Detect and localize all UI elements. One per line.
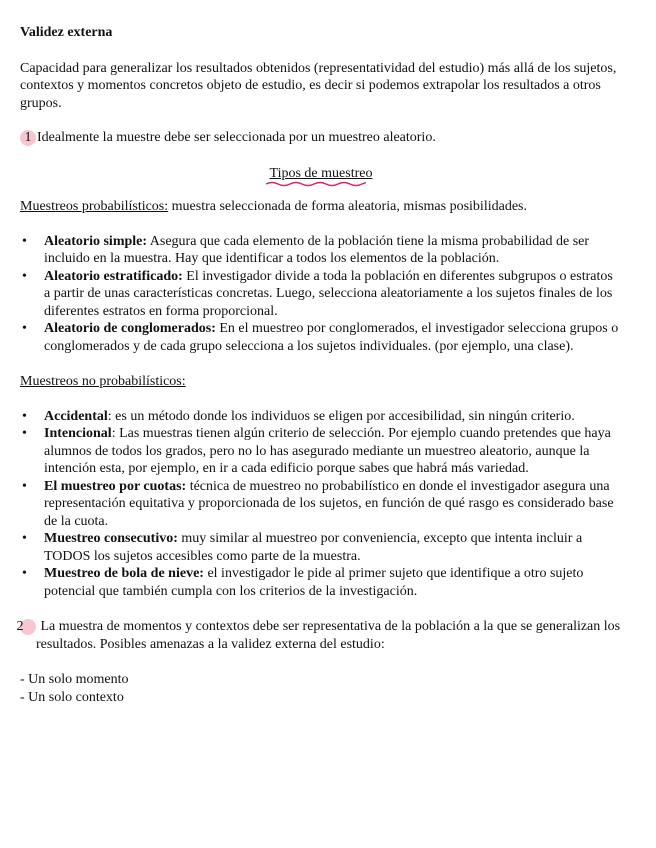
list-item-term: Aleatorio simple: bbox=[44, 233, 148, 249]
document-title: Validez externa bbox=[20, 25, 113, 40]
section-title bbox=[20, 165, 622, 183]
list-item-text: : Las muestras tienen algún criterio de selección. Por ejemplo cuando pretendes que haya alumnos de todos los grados, pero no lo has asegurado mediante un muestreo aleatorio, aunque la intención esta, por ejemplo, en ir a cada edificio porque sabes que habrá más variedad. bbox=[44, 426, 611, 476]
list-item-text: muy similar al muestreo por conveniencia, excepto que intenta incluir a TODOS los sujetos accesibles como parte de la muestra. bbox=[44, 531, 583, 564]
list-item bbox=[44, 530, 622, 565]
list-item-text: : es un método donde los individuos se eligen por accesibilidad, sin ningún criterio. bbox=[107, 408, 575, 424]
intro-paragraph: Capacidad para generalizar los resultados obtenidos (representatividad del estudio) más allá de los sujetos, contextos y momentos concretos objeto de estudio, es decir si podemos extrapolar los resultados a otros grupos. bbox=[20, 60, 617, 111]
point-1-number: 1 bbox=[20, 130, 36, 146]
non-probabilistic-list bbox=[20, 408, 622, 601]
point-2-text: La muestra de momentos y contextos debe ser representativa de la población a la que se generalizan los resultados. Posibles amenazas a la validez externa del estudio: bbox=[36, 619, 621, 652]
types-title: Tipos de muestreo bbox=[269, 165, 373, 181]
point-2-number: 2 bbox=[20, 619, 36, 635]
squiggle-underline bbox=[266, 181, 366, 187]
list-item-term: Muestreo de bola de nieve: bbox=[44, 566, 204, 581]
probabilistic-description: muestra seleccionada de forma aleatoria, mismas posibilidades. bbox=[168, 199, 527, 214]
list-item-term: El muestreo por cuotas: bbox=[44, 478, 187, 494]
list-item bbox=[44, 478, 622, 531]
non-probabilistic-heading: Muestreos no probabilísticos: bbox=[20, 374, 186, 389]
list-item bbox=[44, 320, 622, 355]
list-item bbox=[44, 233, 622, 268]
list-item-term: Accidental bbox=[44, 408, 108, 424]
probabilistic-heading: Muestreos probabilísticos: bbox=[20, 199, 169, 214]
list-item-term: Aleatorio estratificado: bbox=[44, 268, 183, 284]
list-item bbox=[44, 408, 622, 426]
point-1 bbox=[20, 129, 622, 147]
list-item-term: Aleatorio de conglomerados: bbox=[44, 321, 216, 336]
list-item bbox=[44, 425, 622, 478]
point-2 bbox=[16, 618, 622, 653]
list-item-text: El investigador divide a toda la población en diferentes subgrupos o estratos a partir de unas características concretas. Luego, selecciona aleatoriamente a los sujetos finales de los diferentes estratos en forma proporcional. bbox=[44, 268, 613, 319]
threat-item: - Un solo contexto bbox=[20, 689, 124, 705]
list-item-text: En el muestreo por conglomerados, el investigador selecciona grupos o conglomerados y de cada grupo selecciona a los sujetos individuales. (por ejemplo, una clase). bbox=[44, 321, 619, 354]
list-item-term: Intencional bbox=[44, 426, 112, 441]
threat-item: - Un solo momento bbox=[20, 672, 129, 687]
list-item-text: el investigador le pide al primer sujeto que identifique a otro sujeto potencial que también cumpla con los criterios de la investigación. bbox=[44, 566, 584, 599]
list-item bbox=[44, 565, 622, 600]
non-probabilistic-line bbox=[20, 373, 622, 391]
list-item-text: Asegura que cada elemento de la población tiene la misma probabilidad de ser incluido en la muestra. Hay que identificar a todos los elementos de la población. bbox=[44, 233, 590, 266]
document-page bbox=[16, 24, 622, 706]
list-item bbox=[44, 268, 622, 321]
list-item-term: Muestreo consecutivo: bbox=[44, 531, 178, 546]
point-1-text: Idealmente la muestre debe ser seleccionada por un muestreo aleatorio. bbox=[37, 130, 436, 145]
probabilistic-line bbox=[20, 198, 622, 216]
probabilistic-list bbox=[20, 233, 622, 356]
list-item-text: técnica de muestreo no probabilístico en donde el investigador asegura una representación equitativa y proporcionada de los sujetos, en función de qué rasgo es considerado base de la cuota. bbox=[44, 478, 614, 529]
